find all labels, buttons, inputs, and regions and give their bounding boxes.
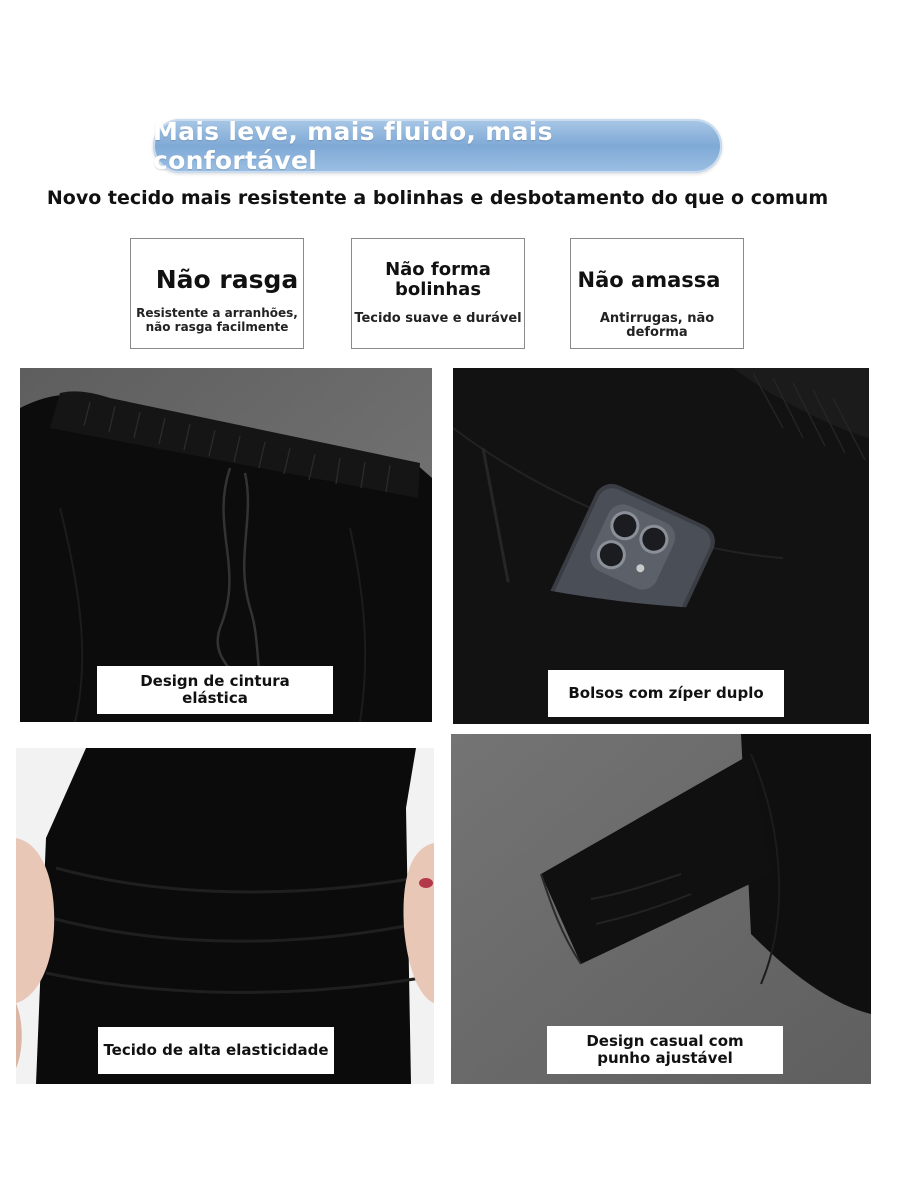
caption-cuff xyxy=(547,1026,783,1074)
feature-desc: Tecido suave e durável xyxy=(354,311,522,326)
feature-box-no-tear xyxy=(130,238,304,349)
caption-pockets: Bolsos com zíper duplo xyxy=(548,670,784,717)
headline-banner xyxy=(153,119,722,173)
feature-box-no-pilling xyxy=(351,238,525,349)
caption-line2: punho ajustável xyxy=(597,1049,733,1067)
caption-line1: Design casual com xyxy=(586,1032,744,1050)
caption-line1: Design de cintura xyxy=(140,672,290,690)
feature-title: Não amassa xyxy=(577,268,721,292)
caption-waistband xyxy=(97,666,333,714)
feature-title: Não rasga xyxy=(155,265,299,294)
caption-elasticity: Tecido de alta elasticidade xyxy=(98,1027,334,1074)
feature-desc-line1: Resistente a arranhões, xyxy=(136,306,298,320)
feature-title-line1: Não forma xyxy=(385,259,491,280)
headline-text: Mais leve, mais fluido, mais confortável xyxy=(153,117,553,175)
caption-line2: elástica xyxy=(182,689,248,707)
feature-box-no-wrinkle xyxy=(570,238,744,349)
subtitle: Novo tecido mais resistente a bolinhas e desbotamento do que o comum xyxy=(46,187,829,209)
feature-desc: Antirrugas, não deforma xyxy=(599,311,715,340)
feature-desc-line2: não rasga facilmente xyxy=(145,320,289,334)
feature-title-line2: bolinhas xyxy=(394,279,482,300)
